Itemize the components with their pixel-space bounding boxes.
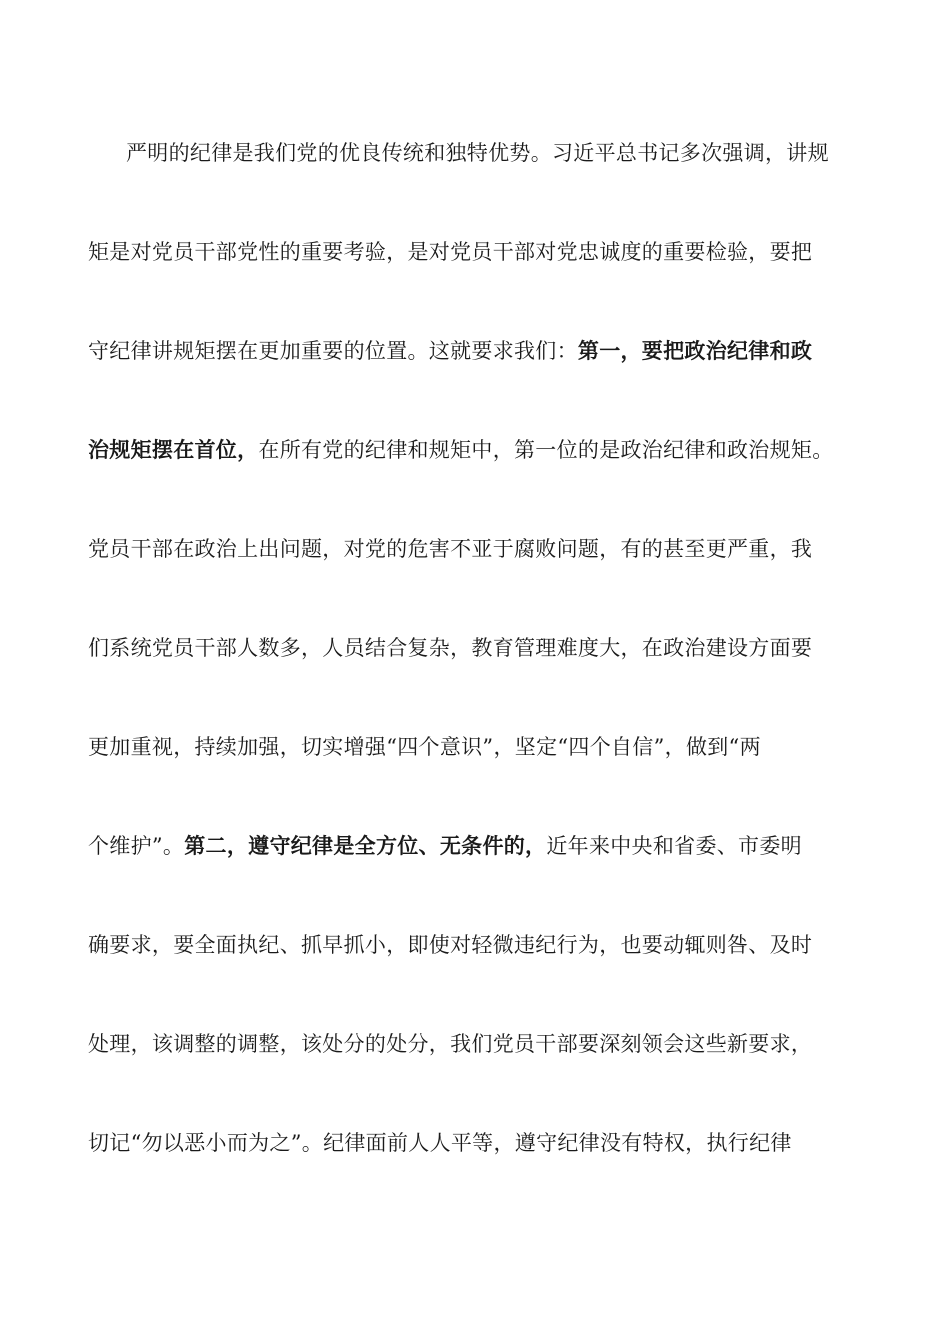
text-run: 党员干部在政治上出问题，对党的危害不亚于腐败问题，有的甚至更严重，我 <box>88 537 813 561</box>
text-run: 更加重视，持续加强，切实增强“四个意识”，坚定“四个自信”，做到“两 <box>88 735 761 759</box>
paragraph-line-1 <box>126 138 878 168</box>
paragraph-line-10 <box>88 1029 878 1059</box>
text-run: 个维护”。 <box>88 834 185 858</box>
text-run: 守纪律讲规矩摆在更加重要的位置。这就要求我们： <box>88 339 578 363</box>
paragraph-line-7 <box>88 732 878 762</box>
text-run: 切记“勿以恶小而为之”。纪律面前人人平等，遵守纪律没有特权，执行纪律 <box>88 1131 792 1155</box>
text-run: 确要求，要全面执纪、抓早抓小，即使对轻微违纪行为，也要动辄则咎、及时 <box>88 933 813 957</box>
paragraph-line-4 <box>88 435 878 465</box>
paragraph-line-3 <box>88 336 878 366</box>
text-run: 近年来中央和省委、市委明 <box>546 834 802 858</box>
text-run: 处理，该调整的调整，该处分的处分，我们党员干部要深刻领会这些新要求， <box>88 1032 813 1056</box>
bold-text-run: 第二，遵守纪律是全方位、无条件的， <box>184 833 547 858</box>
bold-text-run: 治规矩摆在首位， <box>88 437 259 462</box>
text-run: 在所有党的纪律和规矩中，第一位的是政治纪律和政治规矩。 <box>258 438 834 462</box>
paragraph-line-6 <box>88 633 878 663</box>
paragraph-line-9 <box>88 930 878 960</box>
paragraph-line-5 <box>88 534 878 564</box>
paragraph-line-2 <box>88 237 878 267</box>
bold-text-run: 第一，要把政治纪律和政 <box>577 338 813 363</box>
text-run: 们系统党员干部人数多，人员结合复杂，教育管理难度大，在政治建设方面要 <box>88 636 813 660</box>
text-run: 矩是对党员干部党性的重要考验，是对党员干部对党忠诚度的重要检验，要把 <box>88 240 813 264</box>
paragraph-line-11 <box>88 1128 878 1158</box>
text-run: 严明的纪律是我们党的优良传统和独特优势。习近平总书记多次强调，讲规 <box>126 141 829 165</box>
paragraph-line-8 <box>88 831 878 861</box>
